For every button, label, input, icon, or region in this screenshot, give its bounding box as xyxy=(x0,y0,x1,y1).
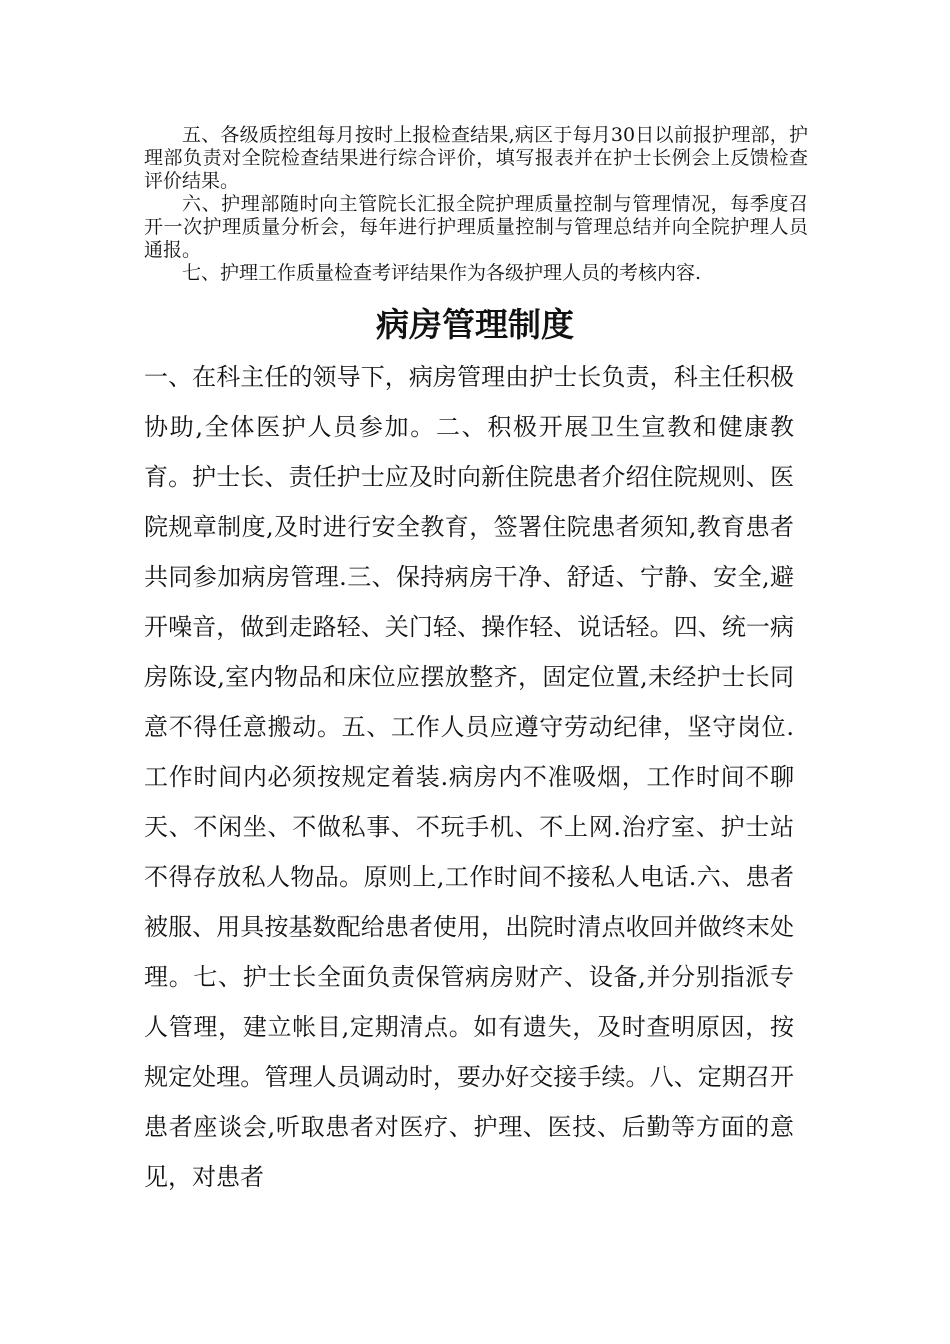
intro-paragraph-7: 七、护理工作质量检查考评结果作为各级护理人员的考核内容. xyxy=(182,262,702,284)
intro-paragraph-6: 六、护理部随时向主管院长汇报全院护理质量控制与管理情况，每季度召开一次护理质量分析会，每年进行护理质量控制与管理总结并向全院护理人员通报。 xyxy=(144,193,808,261)
section-title: 病房管理制度 xyxy=(376,305,574,344)
section-body: 一、在科主任的领导下，病房管理由护士长负责，科主任积极协助,全体医护人员参加。二、积极开展卫生宣教和健康教育。护士长、责任护士应及时向新住院患者介绍住院规则、医院规章制度,及时进行安全教育，签署住院患者须知,教育患者共同参加病房管理.三、保持病房干净、舒适、宁静、安全,避开噪音，做到走路轻、关门轻、操作轻、说话轻。四、统一病房陈设,室内物品和床位应摆放整齐，固定位置,未经护士长同意不得任意搬动。五、工作人员应遵守劳动纪律，坚守岗位.工作时间内必须按规定着装.病房内不准吸烟，工作时间不聊天、不闲坐、不做私事、不玩手机、不上网.治疗室、护士站不得存放私人物品。原则上,工作时间不接私人电话.六、患者被服、用具按基数配给患者使用，出院时清点收回并做终末处理。七、护士长全面负责保管病房财产、设备,并分别指派专人管理，建立帐目,定期清点。如有遗失，及时查明原因，按规定处理。管理人员调动时，要办好交接手续。八、定期召开患者座谈会,听取患者对医疗、护理、医技、后勤等方面的意见，对患者 xyxy=(144,363,794,1191)
intro-section xyxy=(144,124,808,285)
intro-paragraph-5: 五、各级质控组每月按时上报检查结果,病区于每月30日以前报护理部，护理部负责对全院检查结果进行综合评价，填写报表并在护士长例会上反馈检查评价结果。 xyxy=(144,124,808,192)
